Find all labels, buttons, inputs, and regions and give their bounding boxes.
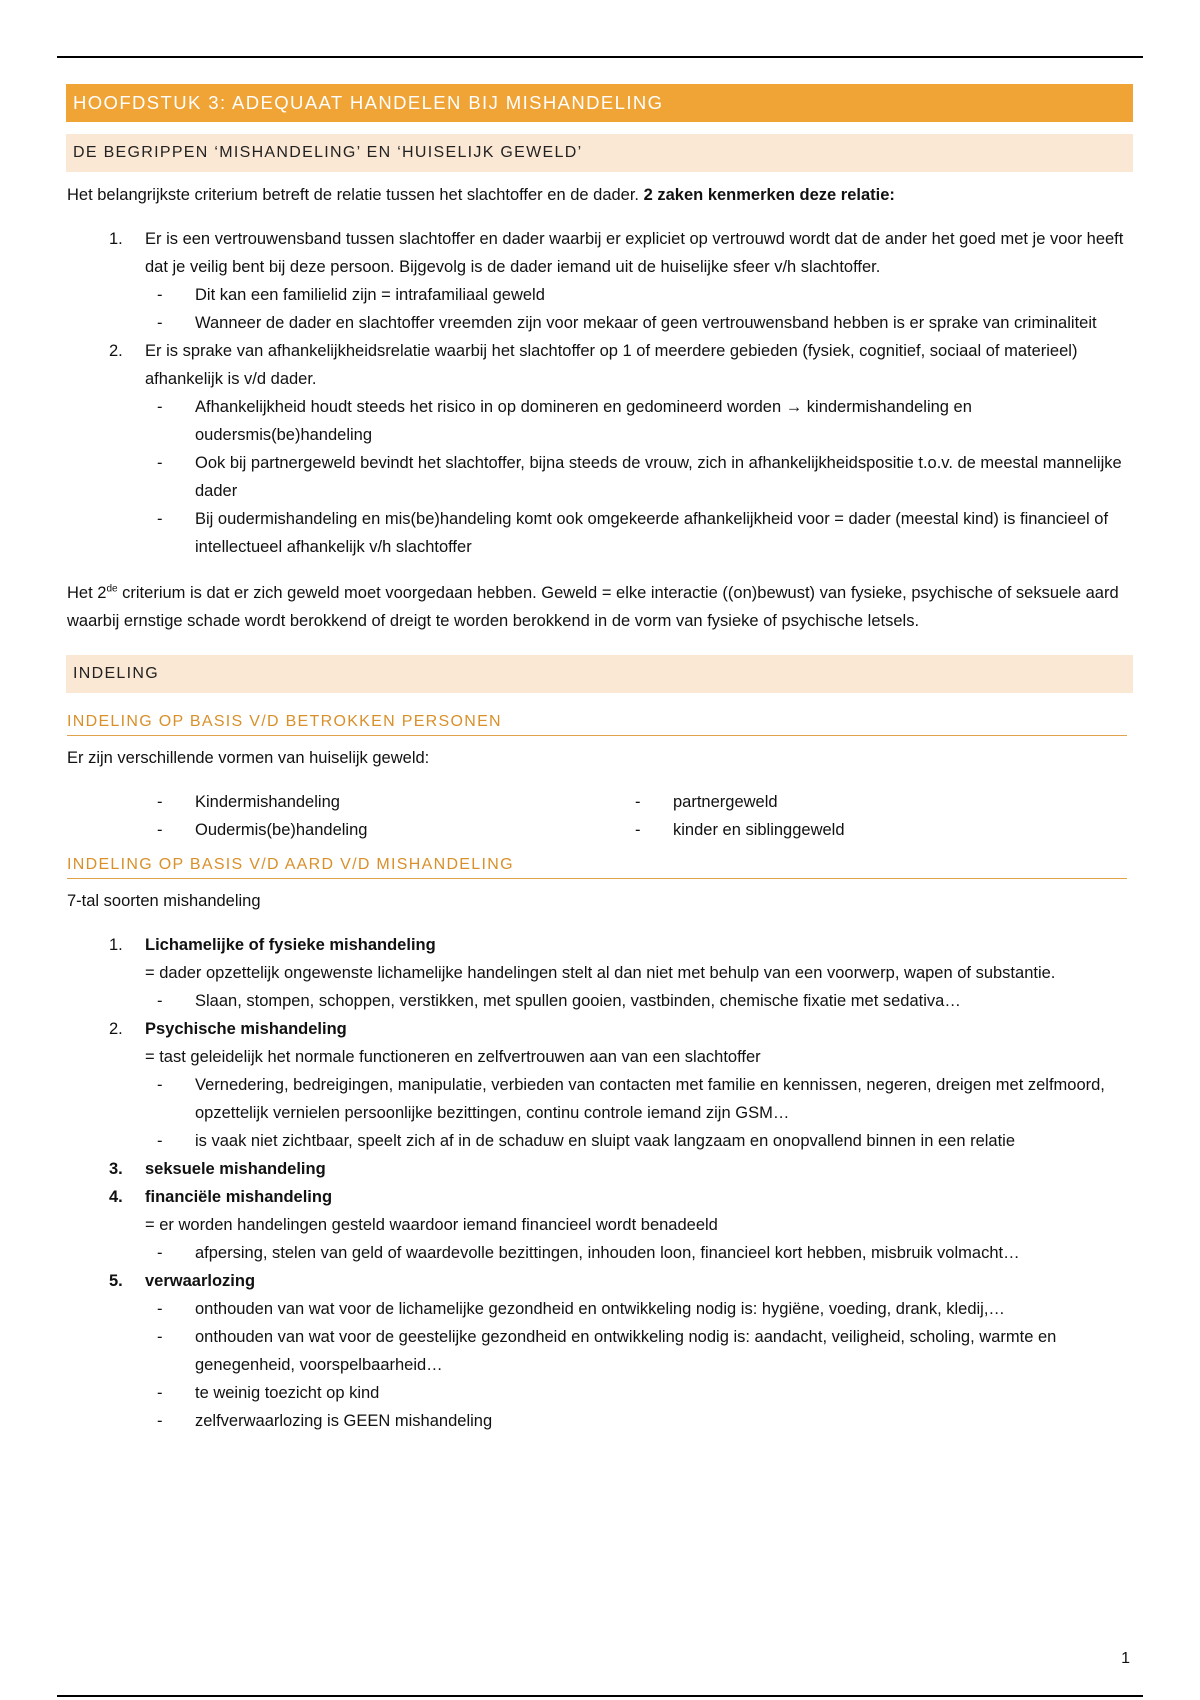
item-title: Lichamelijke of fysieke mishandeling [145, 936, 436, 954]
bullet-text: te weinig toezicht op kind [195, 1384, 380, 1402]
list-item [67, 393, 1137, 449]
intro-paragraph [67, 181, 1137, 209]
item-number: 1. [109, 230, 123, 248]
list-item [67, 1407, 1137, 1435]
bullet-text: onthouden van wat voor de lichamelijke gezondheid en ontwikkeling nodig is: hygiëne, voeding, drank, kledij,… [195, 1300, 1005, 1318]
item-number: 4. [109, 1188, 123, 1206]
item-text: Er is een vertrouwensband tussen slachtoffer en dader waarbij er expliciet op vertrouwd wordt dat de ander het goed met je voor heeft dat je veilig bent bij deze persoon. Bijgevolg is de dader iemand uit de huiselijke sfeer v/h slachtoffer. [145, 230, 1124, 276]
page-content [67, 84, 1137, 1435]
bottom-rule [57, 1695, 1143, 1697]
list-item [67, 309, 1137, 337]
list-item [67, 449, 1137, 505]
crit2-sup: de [106, 583, 118, 595]
bullet-text: Afhankelijkheid houdt steeds het risico in op domineren en gedomineerd worden → kindermishandeling en oudersmis(be)handeling [195, 398, 972, 444]
list-item [67, 1323, 1137, 1379]
sub-list [145, 281, 1137, 337]
dash-bullet: - [157, 992, 163, 1010]
dash-bullet: - [635, 821, 641, 839]
bullet-text: Kindermishandeling [195, 793, 340, 811]
bullet-text: Dit kan een familielid zijn = intrafamiliaal geweld [195, 286, 545, 304]
dash-bullet: - [157, 1244, 163, 1262]
section-heading-indeling: INDELING [66, 655, 1133, 693]
list-item [67, 1379, 1137, 1407]
item-number: 1. [109, 936, 123, 954]
sub-list [145, 393, 1137, 561]
bullet-text: Wanneer de dader en slachtoffer vreemden zijn voor mekaar of geen vertrouwensband hebben is er sprake van criminaliteit [195, 314, 1097, 332]
item-title: financiële mishandeling [145, 1188, 333, 1206]
bullet-text: Bij oudermishandeling en mis(be)handeling komt ook omgekeerde afhankelijkheid voor = dader (meestal kind) is financieel of intellectueel afhankelijk v/h slachtoffer [195, 510, 1109, 556]
bullet-text: kinder en siblinggeweld [673, 821, 845, 839]
dash-bullet: - [157, 398, 163, 416]
list-item [67, 225, 1137, 337]
item-title: Psychische mishandeling [145, 1020, 347, 1038]
list-item [67, 1155, 1137, 1183]
subheading-betrokken-personen: INDELING OP BASIS V/D BETROKKEN PERSONEN [67, 711, 1127, 736]
chapter-heading: HOOFDSTUK 3: ADEQUAAT HANDELEN BIJ MISHANDELING [66, 84, 1133, 122]
forms-columns [67, 788, 1137, 844]
list-item [67, 1127, 1137, 1155]
item-number: 5. [109, 1272, 123, 1290]
bullet-text: Ook bij partnergeweld bevindt het slachtoffer, bijna steeds de vrouw, zich in afhankelijkheidspositie t.o.v. de meestal mannelijke dader [195, 454, 1122, 500]
item-number: 2. [109, 1020, 123, 1038]
forms-left-list [67, 788, 545, 844]
dash-bullet: - [157, 1132, 163, 1150]
definition-text: = tast geleidelijk het normale functioneren en zelfvertrouwen aan van een slachtoffer [145, 1048, 761, 1066]
list-item [545, 816, 1023, 844]
top-rule [57, 56, 1143, 58]
definition-text: = dader opzettelijk ongewenste lichamelijke handelingen stelt al dan niet met behulp van een voorwerp, wapen of substantie. [145, 964, 1056, 982]
sub-list [145, 1239, 1137, 1267]
dash-bullet: - [157, 454, 163, 472]
dash-bullet: - [157, 1384, 163, 1402]
bullet-text: onthouden van wat voor de geestelijke gezondheid en ontwikkeling nodig is: aandacht, veiligheid, scholing, warmte en genegenheid, voorspelbaarheid… [195, 1328, 1057, 1374]
sub-list [145, 987, 1137, 1015]
crit2-text-a: Het 2 [67, 584, 107, 602]
dash-bullet: - [157, 1412, 163, 1430]
dash-bullet: - [157, 821, 163, 839]
dash-bullet: - [157, 1076, 163, 1094]
list-item [67, 337, 1137, 561]
intro-text: Het belangrijkste criterium betreft de relatie tussen het slachtoffer en de dader. [67, 186, 644, 204]
item-text: Er is sprake van afhankelijkheidsrelatie waarbij het slachtoffer op 1 of meerdere gebieden (fysiek, cognitief, sociaal of materieel) afhankelijk is v/d dader. [145, 342, 1078, 388]
intro-bold-text: 2 zaken kenmerken deze relatie: [643, 186, 895, 204]
bullet-text: zelfverwaarlozing is GEEN mishandeling [195, 1412, 493, 1430]
definition-text: = er worden handelingen gesteld waardoor iemand financieel wordt benadeeld [145, 1216, 718, 1234]
list-item [67, 1015, 1137, 1155]
page-number: 1 [1121, 1650, 1130, 1667]
dash-bullet: - [157, 1300, 163, 1318]
crit2-text-b: criterium is dat er zich geweld moet voorgedaan hebben. Geweld = elke interactie ((on)bewust) van fysieke, psychische of seksuele aard waarbij ernstige schade wordt berokkend of dreigt te worden berokkend in de vorm van fysieke of psychische letsels. [67, 584, 1119, 630]
list-item [67, 987, 1137, 1015]
subheading-aard-mishandeling: INDELING OP BASIS V/D AARD V/D MISHANDELING [67, 854, 1127, 879]
bullet-text: Oudermis(be)handeling [195, 821, 368, 839]
list-item [67, 505, 1137, 561]
list-item [67, 931, 1137, 1015]
sub-list [145, 1295, 1137, 1435]
list-item [67, 1295, 1137, 1323]
list-item [67, 1183, 1137, 1267]
dash-bullet: - [157, 793, 163, 811]
dash-bullet: - [157, 510, 163, 528]
definition [145, 1211, 1137, 1239]
list-item [67, 1239, 1137, 1267]
bullet-text: Vernedering, bedreigingen, manipulatie, verbieden van contacten met familie en kennissen, negeren, dreigen met zelfmoord, opzettelijk vernielen persoonlijke bezittingen, continu controle iemand zijn GSM… [195, 1076, 1105, 1122]
forms-intro: Er zijn verschillende vormen van huiselijk geweld: [67, 749, 430, 767]
criteria-list [67, 225, 1137, 561]
bullet-text: partnergeweld [673, 793, 778, 811]
section-heading-begrippen: DE BEGRIPPEN ‘MISHANDELING’ EN ‘HUISELIJK GEWELD’ [66, 134, 1133, 172]
dash-bullet: - [157, 314, 163, 332]
definition [145, 959, 1137, 987]
forms-right-list [545, 788, 1023, 844]
list-item [545, 788, 1023, 816]
list-item [67, 1267, 1137, 1435]
item-number: 2. [109, 342, 123, 360]
list-item [67, 816, 545, 844]
list-item [67, 788, 545, 816]
dash-bullet: - [157, 286, 163, 304]
definition [145, 1043, 1137, 1071]
list-item [67, 281, 1137, 309]
item-number: 3. [109, 1160, 123, 1178]
bullet-text: is vaak niet zichtbaar, speelt zich af in de schaduw en sluipt vaak langzaam en onopvallend binnen in een relatie [195, 1132, 1016, 1150]
types-intro: 7-tal soorten mishandeling [67, 892, 261, 910]
types-list [67, 931, 1137, 1435]
sub-list [145, 1071, 1137, 1155]
dash-bullet: - [157, 1328, 163, 1346]
bullet-text: Slaan, stompen, schoppen, verstikken, met spullen gooien, vastbinden, chemische fixatie met sedativa… [195, 992, 961, 1010]
second-criterion-paragraph [67, 579, 1137, 635]
item-title: seksuele mishandeling [145, 1160, 326, 1178]
item-title: verwaarlozing [145, 1272, 256, 1290]
list-item [67, 1071, 1137, 1127]
bullet-text: afpersing, stelen van geld of waardevolle bezittingen, inhouden loon, financieel kort hebben, misbruik volmacht… [195, 1244, 1020, 1262]
dash-bullet: - [635, 793, 641, 811]
